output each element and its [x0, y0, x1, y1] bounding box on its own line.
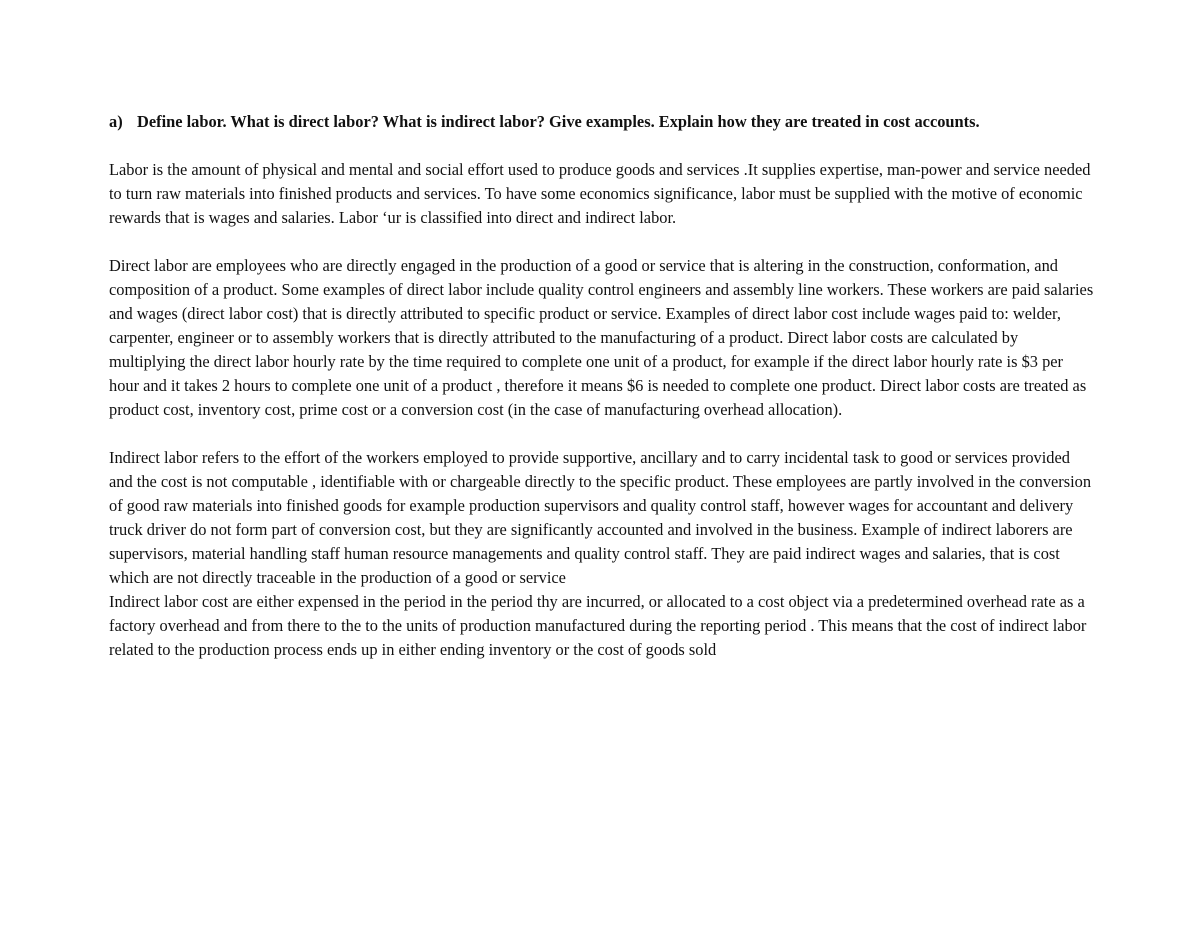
question-marker: a) — [109, 112, 123, 131]
question-text: Define labor. What is direct labor? What is indirect labor? Give examples. Explain how they are treated in cost accounts. — [137, 112, 980, 131]
document-body — [109, 110, 1094, 662]
question-heading — [109, 110, 1094, 134]
paragraph-indirect-labor-cost: Indirect labor cost are either expensed in the period in the period thy are incurred, or allocated to a cost object via a predetermined overhead rate as a factory overhead and from there to the to the units of production manufactured during the reporting period . This means that the cost of indirect labor related to the production process ends up in either ending inventory or the cost of goods sold — [109, 592, 1087, 659]
paragraph-indirect-labor: Indirect labor refers to the effort of the workers employed to provide supportive, ancillary and to carry incidental task to good or services provided and the cost is not computable , identifiable with or chargeable directly to the specific product. These employees are partly involved in the conversion of good raw materials into finished goods for example production supervisors and quality control staff, however wages for accountant and delivery truck driver do not form part of conversion cost, but they are significantly accounted and involved in the business. Example of indirect laborers are supervisors, material handling staff human resource managements and quality control staff. They are paid indirect wages and salaries, that is cost which are not directly traceable in the production of a good or service — [109, 448, 1092, 587]
paragraph-labor-definition: Labor is the amount of physical and mental and social effort used to produce goods and services .It supplies expertise, man-power and service needed to turn raw materials into finished products and services. To have some economics significance, labor must be supplied with the motive of economic rewards that is wages and salaries. Labor ‘ur is classified into direct and indirect labor. — [109, 160, 1091, 227]
paragraph-direct-labor: Direct labor are employees who are directly engaged in the production of a good or service that is altering in the construction, conformation, and composition of a product. Some examples of direct labor include quality control engineers and assembly line workers. These workers are paid salaries and wages (direct labor cost) that is directly attributed to specific product or service. Examples of direct labor cost include wages paid to: welder, carpenter, engineer or to assembly workers that is directly attributed to the manufacturing of a product. Direct labor costs are calculated by multiplying the direct labor hourly rate by the time required to complete one unit of a product, for example if the direct labor hourly rate is $3 per hour and it takes 2 hours to complete one unit of a product , therefore it means $6 is needed to complete one product. Direct labor costs are treated as product cost, inventory cost, prime cost or a conversion cost (in the case of manufacturing overhead allocation). — [109, 256, 1094, 419]
